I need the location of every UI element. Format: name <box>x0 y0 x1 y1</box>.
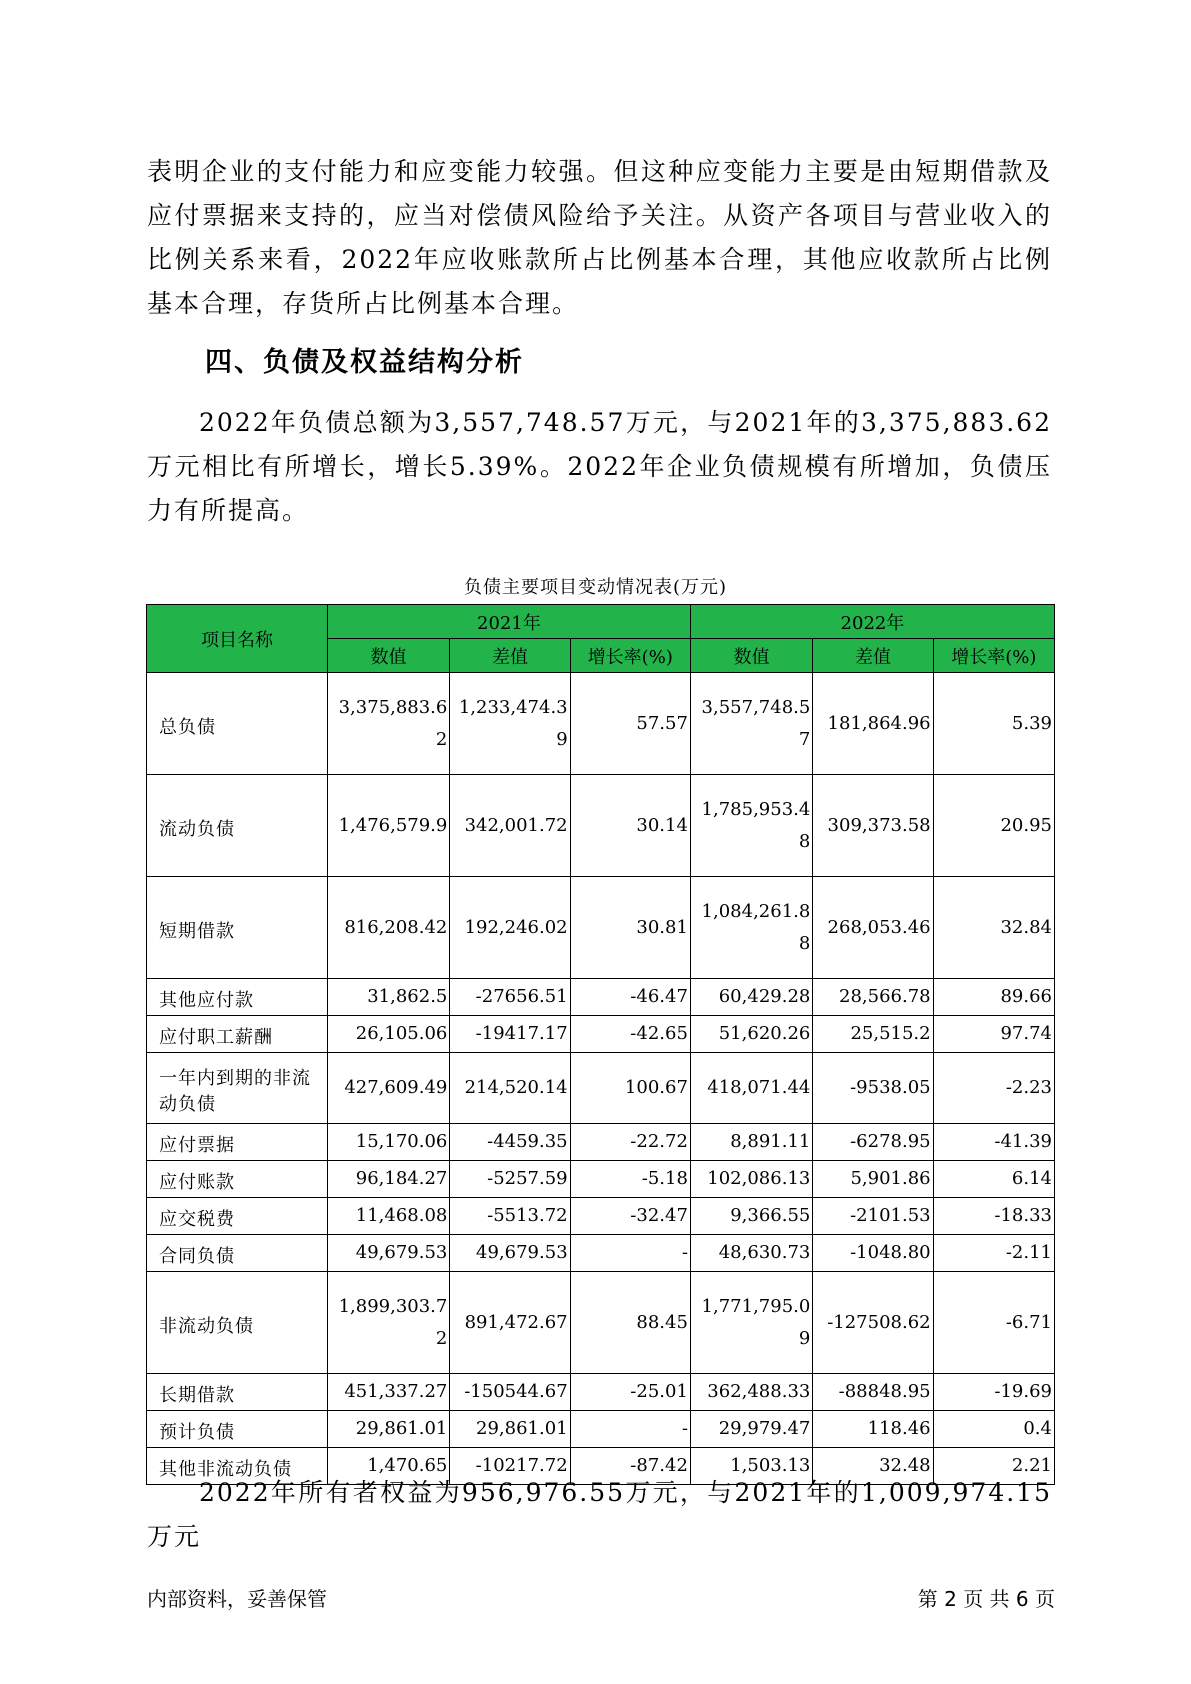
row-cell: -127508.62 <box>813 1272 933 1374</box>
row-cell: 97.74 <box>933 1016 1054 1053</box>
row-cell: -41.39 <box>933 1124 1054 1161</box>
row-cell: -22.72 <box>570 1124 690 1161</box>
row-cell: 49,679.53 <box>327 1235 449 1272</box>
body-paragraph-3: 2022年所有者权益为956,976.55万元，与2021年的1,009,974.15万元 <box>147 1478 1052 1551</box>
table-row <box>147 673 1055 775</box>
row-cell: 342,001.72 <box>450 775 570 877</box>
row-cell: 2.21 <box>933 1448 1054 1485</box>
table-row <box>147 1198 1055 1235</box>
row-cell: -5.18 <box>570 1161 690 1198</box>
row-cell: -2.23 <box>933 1053 1054 1124</box>
row-cell: - <box>570 1235 690 1272</box>
row-cell: -88848.95 <box>813 1374 933 1411</box>
row-cell: -2101.53 <box>813 1198 933 1235</box>
row-cell: 11,468.08 <box>327 1198 449 1235</box>
row-cell: -5513.72 <box>450 1198 570 1235</box>
row-cell: 32.48 <box>813 1448 933 1485</box>
row-cell: -5257.59 <box>450 1161 570 1198</box>
row-cell: -27656.51 <box>450 979 570 1016</box>
liability-table <box>146 604 1055 1485</box>
row-cell: 1,084,261.88 <box>690 877 812 979</box>
row-cell: 5.39 <box>933 673 1054 775</box>
row-cell: -10217.72 <box>450 1448 570 1485</box>
row-cell: 15,170.06 <box>327 1124 449 1161</box>
row-cell: 1,771,795.09 <box>690 1272 812 1374</box>
row-cell: 25,515.2 <box>813 1016 933 1053</box>
subheader-growth: 增长率(%) <box>933 639 1054 673</box>
row-label: 非流动负债 <box>147 1272 328 1374</box>
row-cell: 1,785,953.48 <box>690 775 812 877</box>
row-cell: 0.4 <box>933 1411 1054 1448</box>
row-cell: 60,429.28 <box>690 979 812 1016</box>
row-cell: 89.66 <box>933 979 1054 1016</box>
row-cell: 8,891.11 <box>690 1124 812 1161</box>
row-cell: 29,861.01 <box>450 1411 570 1448</box>
table-row <box>147 1374 1055 1411</box>
row-label: 应付职工薪酬 <box>147 1016 328 1053</box>
row-cell: -18.33 <box>933 1198 1054 1235</box>
row-cell: 100.67 <box>570 1053 690 1124</box>
row-cell: 9,366.55 <box>690 1198 812 1235</box>
header-item-name: 项目名称 <box>147 605 328 673</box>
row-cell: 362,488.33 <box>690 1374 812 1411</box>
row-cell: -19417.17 <box>450 1016 570 1053</box>
section-heading: 四、负债及权益结构分析 <box>205 347 524 378</box>
row-cell: 1,233,474.39 <box>450 673 570 775</box>
row-cell: 6.14 <box>933 1161 1054 1198</box>
row-cell: 20.95 <box>933 775 1054 877</box>
row-cell: 3,557,748.57 <box>690 673 812 775</box>
row-cell: -9538.05 <box>813 1053 933 1124</box>
row-cell: 48,630.73 <box>690 1235 812 1272</box>
row-cell: 1,476,579.9 <box>327 775 449 877</box>
row-cell: 268,053.46 <box>813 877 933 979</box>
row-cell: 1,899,303.72 <box>327 1272 449 1374</box>
row-cell: 31,862.5 <box>327 979 449 1016</box>
row-cell: 816,208.42 <box>327 877 449 979</box>
row-cell: 49,679.53 <box>450 1235 570 1272</box>
row-cell: -1048.80 <box>813 1235 933 1272</box>
row-cell: 96,184.27 <box>327 1161 449 1198</box>
row-cell: 427,609.49 <box>327 1053 449 1124</box>
row-cell: -6278.95 <box>813 1124 933 1161</box>
row-label: 应付票据 <box>147 1124 328 1161</box>
footer-confidential: 内部资料，妥善保管 <box>147 1587 327 1611</box>
row-cell: - <box>570 1411 690 1448</box>
row-label: 其他应付款 <box>147 979 328 1016</box>
table-row <box>147 877 1055 979</box>
subheader-growth: 增长率(%) <box>570 639 690 673</box>
row-cell: 30.81 <box>570 877 690 979</box>
table-row <box>147 775 1055 877</box>
row-cell: 57.57 <box>570 673 690 775</box>
row-label: 一年内到期的非流动负债 <box>147 1053 328 1124</box>
row-cell: -87.42 <box>570 1448 690 1485</box>
row-cell: 32.84 <box>933 877 1054 979</box>
row-cell: -4459.35 <box>450 1124 570 1161</box>
row-cell: 418,071.44 <box>690 1053 812 1124</box>
subheader-diff: 差值 <box>450 639 570 673</box>
row-cell: 29,979.47 <box>690 1411 812 1448</box>
row-cell: 891,472.67 <box>450 1272 570 1374</box>
body-paragraph-2: 2022年负债总额为3,557,748.57万元，与2021年的3,375,883.62万元相比有所增长，增长5.39%。2022年企业负债规模有所增加，负债压力有所提高。 <box>147 408 1052 525</box>
row-cell: 309,373.58 <box>813 775 933 877</box>
row-cell: 192,246.02 <box>450 877 570 979</box>
row-cell: 1,470.65 <box>327 1448 449 1485</box>
row-cell: 30.14 <box>570 775 690 877</box>
row-label: 流动负债 <box>147 775 328 877</box>
table-row <box>147 1235 1055 1272</box>
table-caption: 负债主要项目变动情况表(万元) <box>463 577 728 598</box>
table-row <box>147 1272 1055 1374</box>
row-cell: 88.45 <box>570 1272 690 1374</box>
row-label: 短期借款 <box>147 877 328 979</box>
table-row <box>147 1411 1055 1448</box>
footer-page-number: 第 2 页 共 6 页 <box>917 1587 1055 1611</box>
row-cell: 102,086.13 <box>690 1161 812 1198</box>
row-cell: -25.01 <box>570 1374 690 1411</box>
row-label: 预计负债 <box>147 1411 328 1448</box>
row-cell: 26,105.06 <box>327 1016 449 1053</box>
header-year-2022: 2022年 <box>690 605 1054 639</box>
row-label: 合同负债 <box>147 1235 328 1272</box>
subheader-value: 数值 <box>327 639 449 673</box>
row-cell: 29,861.01 <box>327 1411 449 1448</box>
table-row <box>147 1053 1055 1124</box>
row-label: 应交税费 <box>147 1198 328 1235</box>
subheader-diff: 差值 <box>813 639 933 673</box>
body-paragraph-1: 表明企业的支付能力和应变能力较强。但这种应变能力主要是由短期借款及应付票据来支持的，应当对偿债风险给予关注。从资产各项目与营业收入的比例关系来看，2022年应收账款所占比例基本合理，其他应收款所占比例基本合理，存货所占比例基本合理。 <box>147 157 1052 318</box>
row-cell: -42.65 <box>570 1016 690 1053</box>
row-cell: -19.69 <box>933 1374 1054 1411</box>
row-label: 总负债 <box>147 673 328 775</box>
row-cell: 28,566.78 <box>813 979 933 1016</box>
table-row <box>147 1161 1055 1198</box>
row-cell: -6.71 <box>933 1272 1054 1374</box>
row-cell: -32.47 <box>570 1198 690 1235</box>
subheader-value: 数值 <box>690 639 812 673</box>
table-row <box>147 979 1055 1016</box>
row-cell: 3,375,883.62 <box>327 673 449 775</box>
row-cell: 214,520.14 <box>450 1053 570 1124</box>
row-label: 其他非流动负债 <box>147 1448 328 1485</box>
row-cell: 118.46 <box>813 1411 933 1448</box>
row-cell: -46.47 <box>570 979 690 1016</box>
table-row <box>147 1124 1055 1161</box>
row-cell: -2.11 <box>933 1235 1054 1272</box>
row-cell: 51,620.26 <box>690 1016 812 1053</box>
header-year-2021: 2021年 <box>327 605 690 639</box>
table-row <box>147 1016 1055 1053</box>
row-cell: 181,864.96 <box>813 673 933 775</box>
row-label: 应付账款 <box>147 1161 328 1198</box>
row-cell: -150544.67 <box>450 1374 570 1411</box>
row-label: 长期借款 <box>147 1374 328 1411</box>
row-cell: 5,901.86 <box>813 1161 933 1198</box>
row-cell: 451,337.27 <box>327 1374 449 1411</box>
row-cell: 1,503.13 <box>690 1448 812 1485</box>
